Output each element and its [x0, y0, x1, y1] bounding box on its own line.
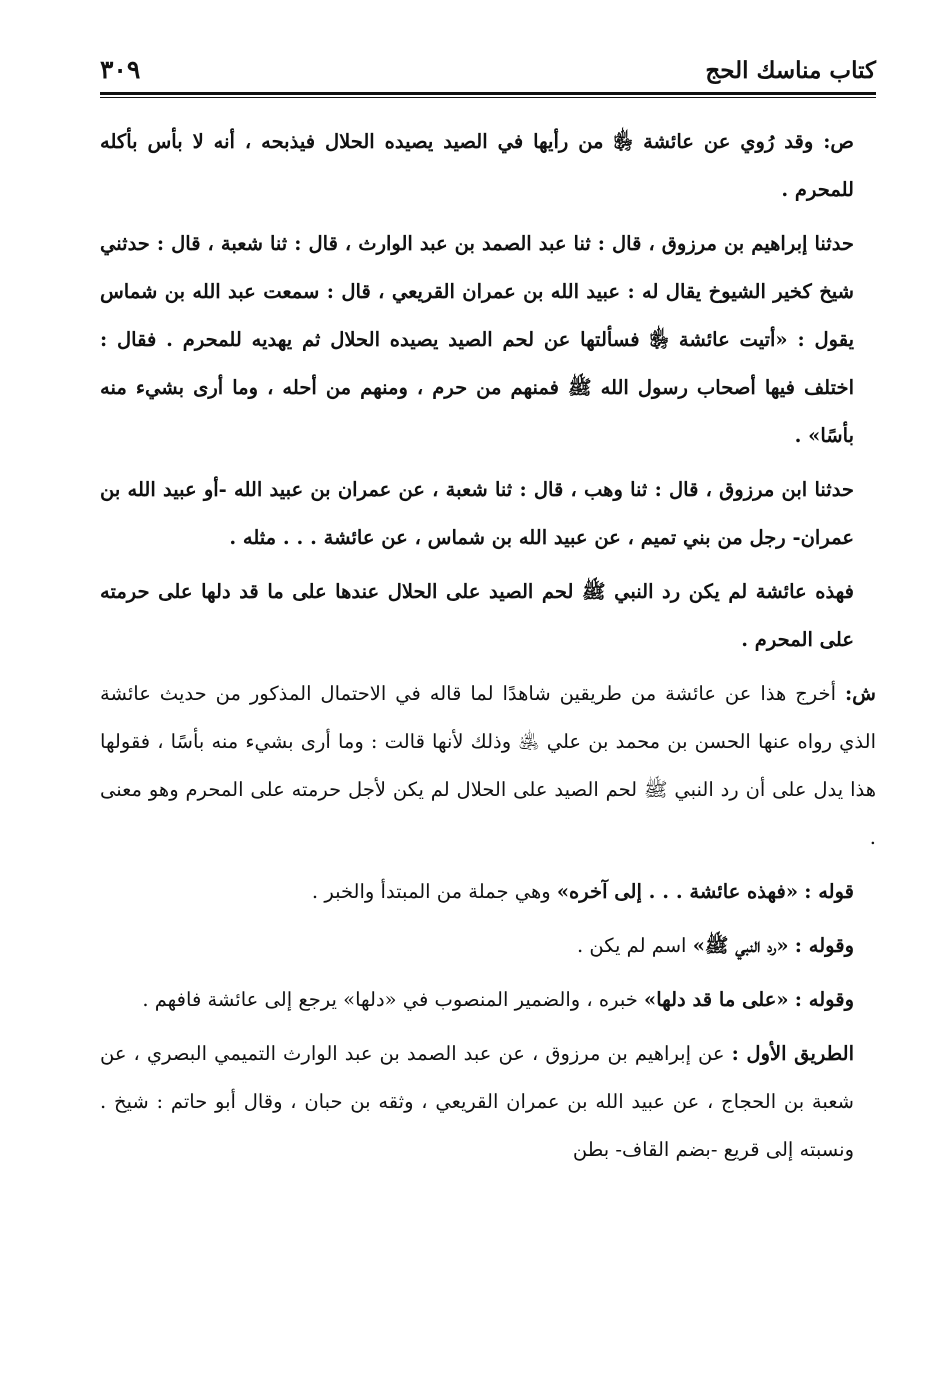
commentary-paragraph	[100, 670, 876, 862]
running-title: كتاب مناسك الحج	[705, 57, 876, 84]
header-rule	[100, 92, 876, 98]
paragraph-text: فهذه عائشة لم يكن رد النبي ﷺ لحم الصيد على الحلال عندها على ما قد دلها على حرمته على المحرم .	[100, 580, 854, 651]
note-text: وهي جملة من المبتدأ والخبر .	[311, 880, 551, 903]
note-line	[100, 922, 876, 970]
note-text: خبره ، والضمير المنصوب في «دلها» يرجع إلى عائشة فافهم .	[142, 988, 638, 1011]
page-header	[100, 40, 876, 90]
paragraph-text: حدثنا إبراهيم بن مرزوق ، قال : ثنا عبد الصمد بن عبد الوارث ، قال : ثنا شعبة ، قال : حدثني شيخ كخير الشيوخ يقال له : عبيد الله بن عمران القريعي ، قال : سمعت عبد الله بن شماس يقول : «أتيت عائشة ﵂ فسألتها عن لحم الصيد يصيده الحلال ثم يهديه للمحرم . فقال : اختلف فيها أصحاب رسول الله ﷺ فمنهم من حرم ، ومنهم من أحله ، وما أرى بشيء منه بأسًا» .	[100, 232, 854, 447]
path-text: عن إبراهيم بن مرزوق ، عن عبد الصمد بن عبد الوارث التميمي البصري ، عن شعبة بن الحجاج ، عن عبيد الله بن عمران القريعي ، وثقه بن حبان ، وقال أبو حاتم : شيخ . ونسبته إلى قريع -بضم القاف- بطن	[100, 1042, 854, 1161]
note-quote: «فهذه عائشة . . . إلى آخره»	[556, 880, 799, 903]
note-label: وقوله :	[794, 988, 854, 1011]
commentary-lead: ش:	[844, 682, 876, 705]
note-text: اسم لم يكن .	[576, 934, 687, 957]
note-line	[100, 976, 876, 1024]
page-number: ٣٠٩	[100, 55, 141, 84]
paragraph-lead: ص:	[823, 130, 854, 153]
text-paragraph	[100, 118, 876, 214]
note-label: قوله :	[804, 880, 854, 903]
paragraph-text: حدثنا ابن مرزوق ، قال : ثنا وهب ، قال : ثنا شعبة ، عن عمران بن عبيد الله -أو عبيد الله بن عمران- رجل من بني تميم ، عن عبيد الله بن شماس ، عن عائشة . . . مثله .	[100, 478, 854, 549]
hadith-chain-paragraph	[100, 466, 876, 562]
note-quote: «رد النبي ﷺ»	[692, 934, 789, 957]
hadith-chain-paragraph	[100, 220, 876, 460]
note-quote: «على ما قد دلها»	[644, 988, 789, 1011]
page-body	[100, 118, 876, 1174]
text-paragraph	[100, 568, 876, 664]
note-label: وقوله :	[794, 934, 854, 957]
paragraph-text: وقد رُوي عن عائشة ﵂ من رأيها في الصيد يصيده الحلال فيذبحه ، أنه لا بأس بأكله للمحرم .	[100, 130, 854, 201]
note-line	[100, 868, 876, 916]
commentary-text: أخرج هذا عن عائشة من طريقين شاهدًا لما قاله في الاحتمال المذكور من حديث عائشة الذي رواه عنها الحسن بن محمد بن علي ﵁ وذلك لأنها قالت : وما أرى بشيء منه بأسًا ، فقولها هذا يدل على أن رد النبي ﷺ لحم الصيد على الحلال لم يكن لأجل حرمته على المحرم وهو معنى .	[100, 682, 876, 849]
path-paragraph	[100, 1030, 876, 1174]
path-lead: الطريق الأول :	[731, 1042, 854, 1065]
